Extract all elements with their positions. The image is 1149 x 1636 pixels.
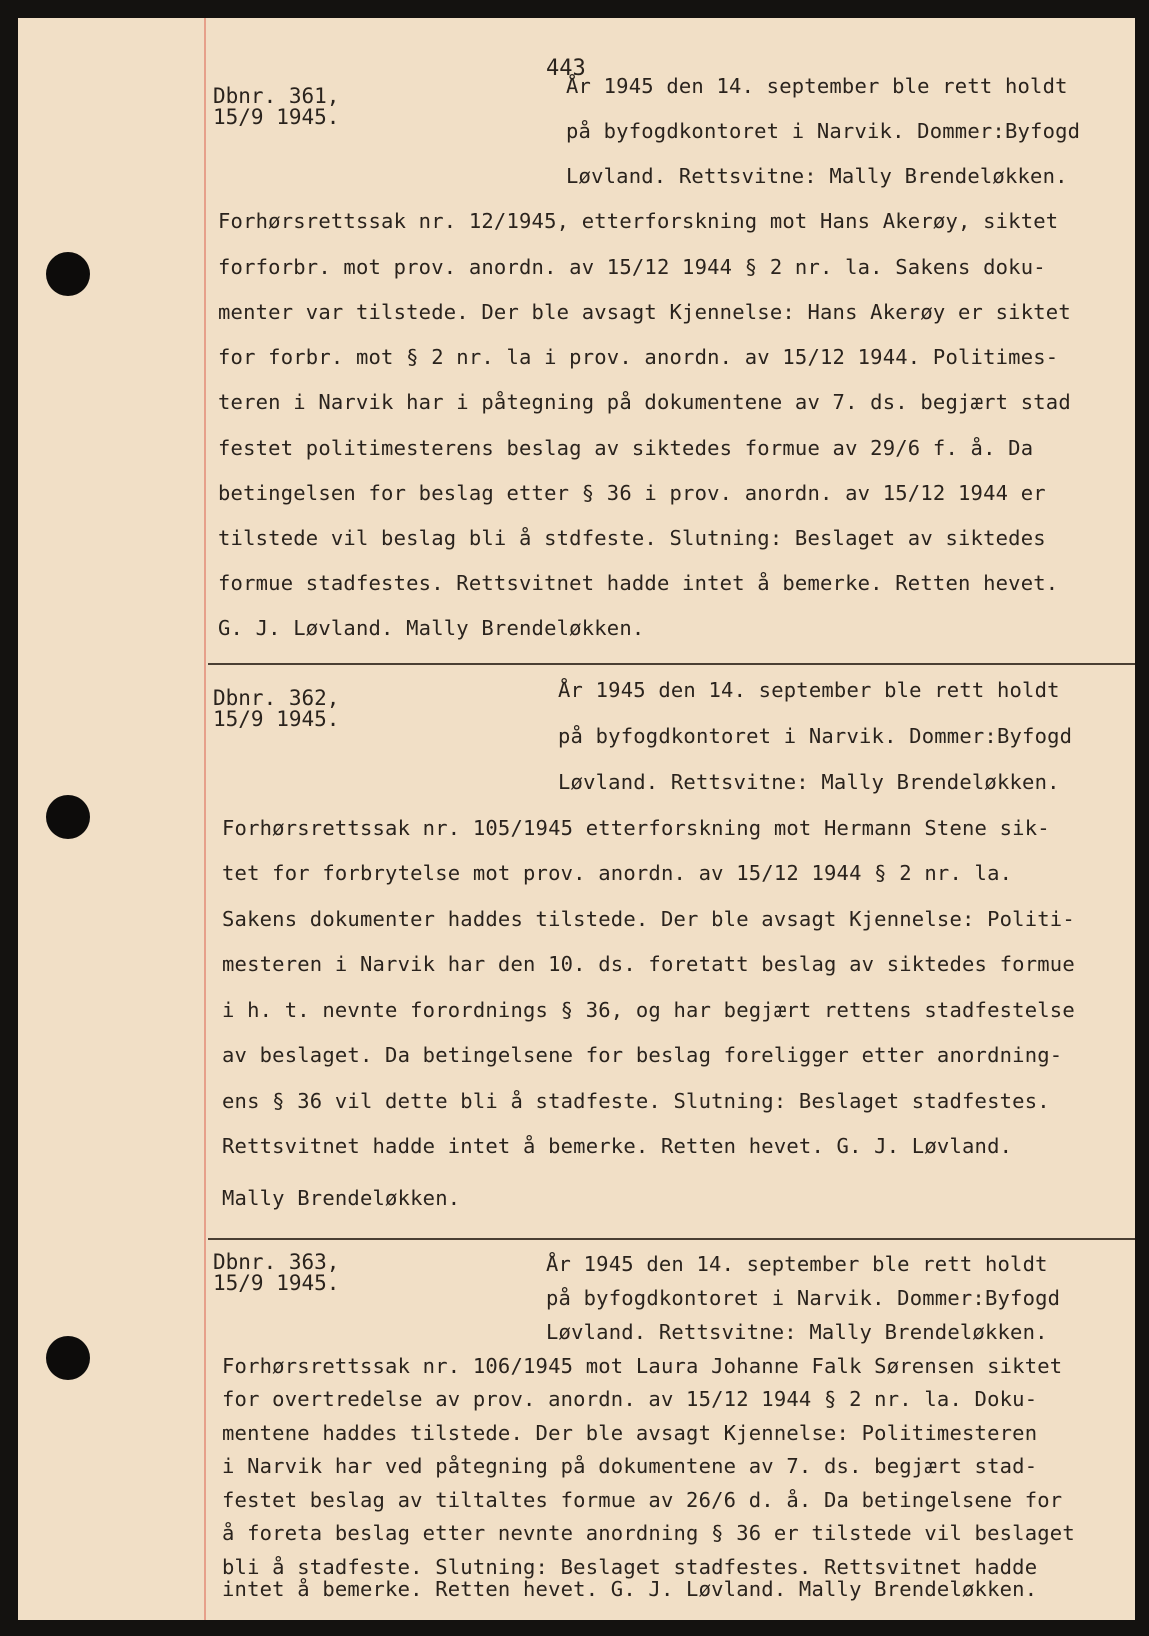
text-line: Rettsvitnet hadde intet å bemerke. Retten hevet. G. J. Løvland. xyxy=(222,1134,1013,1158)
text-line: mesteren i Narvik har den 10. ds. foretatt beslag av siktedes formue xyxy=(222,952,1075,976)
page-number: 443 xyxy=(546,56,586,81)
punch-hole xyxy=(46,795,90,839)
text-line: Sakens dokumenter haddes tilstede. Der ble avsagt Kjennelse: Politi- xyxy=(222,907,1075,931)
text-line: forforbr. mot prov. anordn. av 15/12 1944 § 2 nr. la. Sakens doku- xyxy=(218,255,1046,279)
record-number: Dbnr. 362, xyxy=(213,686,340,710)
text-line: tet for forbrytelse mot prov. anordn. av 15/12 1944 § 2 nr. la. xyxy=(222,861,1013,885)
text-line: i h. t. nevnte forordnings § 36, og har begjært rettens stadfestelse xyxy=(222,998,1075,1022)
text-line: Løvland. Rettsvitne: Mally Brendeløkken. xyxy=(546,1320,1048,1344)
record-reference xyxy=(213,86,353,128)
text-line: Løvland. Rettsvitne: Mally Brendeløkken. xyxy=(566,164,1068,188)
text-line: menter var tilstede. Der ble avsagt Kjennelse: Hans Akerøy er siktet xyxy=(218,300,1071,324)
entry-divider xyxy=(208,1238,1135,1240)
text-line: på byfogdkontoret i Narvik. Dommer:Byfogd xyxy=(566,119,1081,143)
text-line: festet politimesterens beslag av siktedes formue av 29/6 f. å. Da xyxy=(218,436,1034,460)
record-date: 15/9 1945. xyxy=(213,707,340,731)
margin-line xyxy=(204,18,206,1620)
text-line: formue stadfestes. Rettsvitnet hadde intet å bemerke. Retten hevet. xyxy=(218,571,1059,595)
text-line: tilstede vil beslag bli å stdfeste. Slutning: Beslaget av siktedes xyxy=(218,526,1046,550)
text-line: intet å bemerke. Retten hevet. G. J. Løvland. Mally Brendeløkken. xyxy=(222,1577,1038,1601)
punch-hole xyxy=(46,1336,90,1380)
text-line: å foreta beslag etter nevnte anordning § 36 er tilstede vil beslaget xyxy=(222,1521,1075,1545)
punch-hole xyxy=(46,252,90,296)
entry-divider xyxy=(208,663,1135,665)
text-line: av beslaget. Da betingelsene for beslag foreligger etter anordning- xyxy=(222,1043,1063,1067)
text-line: Forhørsrettssak nr. 12/1945, etterforskning mot Hans Akerøy, siktet xyxy=(218,209,1059,233)
record-date: 15/9 1945. xyxy=(213,1271,340,1295)
text-line: bli å stadfeste. Slutning: Beslaget stadfestes. Rettsvitnet hadde xyxy=(222,1555,1038,1579)
text-line: betingelsen for beslag etter § 36 i prov. anordn. av 15/12 1944 er xyxy=(218,481,1046,505)
text-line: Løvland. Rettsvitne: Mally Brendeløkken. xyxy=(558,770,1060,794)
text-line: G. J. Løvland. Mally Brendeløkken. xyxy=(218,616,645,640)
record-reference xyxy=(213,1252,353,1294)
record-number: Dbnr. 361, xyxy=(213,84,340,108)
text-line: for overtredelse av prov. anordn. av 15/12 1944 § 2 nr. la. Doku- xyxy=(222,1387,1038,1411)
text-line: i Narvik har ved påtegning på dokumentene av 7. ds. begjært stad- xyxy=(222,1454,1038,1478)
text-line: Forhørsrettssak nr. 106/1945 mot Laura Johanne Falk Sørensen siktet xyxy=(222,1354,1063,1378)
text-line: År 1945 den 14. september ble rett holdt xyxy=(546,1252,1048,1276)
text-line: ens § 36 vil dette bli å stadfeste. Slutning: Beslaget stadfestes. xyxy=(222,1089,1050,1113)
text-line: for forbr. mot § 2 nr. la i prov. anordn. av 15/12 1944. Politimes- xyxy=(218,345,1059,369)
text-line: på byfogdkontoret i Narvik. Dommer:Byfogd xyxy=(546,1286,1061,1310)
record-number: Dbnr. 363, xyxy=(213,1250,340,1274)
text-line: Mally Brendeløkken. xyxy=(222,1186,461,1210)
record-date: 15/9 1945. xyxy=(213,105,340,129)
text-line: Forhørsrettssak nr. 105/1945 etterforskning mot Hermann Stene sik- xyxy=(222,816,1050,840)
text-line: festet beslag av tiltaltes formue av 26/6 d. å. Da betingelsene for xyxy=(222,1488,1063,1512)
text-line: mentene haddes tilstede. Der ble avsagt Kjennelse: Politimesteren xyxy=(222,1421,1038,1445)
record-reference xyxy=(213,688,353,730)
text-line: teren i Narvik har i påtegning på dokumentene av 7. ds. begjært stad xyxy=(218,390,1071,414)
text-line: År 1945 den 14. september ble rett holdt xyxy=(566,74,1068,98)
text-line: År 1945 den 14. september ble rett holdt xyxy=(558,678,1060,702)
ledger-page xyxy=(18,18,1135,1620)
text-line: på byfogdkontoret i Narvik. Dommer:Byfogd xyxy=(558,724,1073,748)
